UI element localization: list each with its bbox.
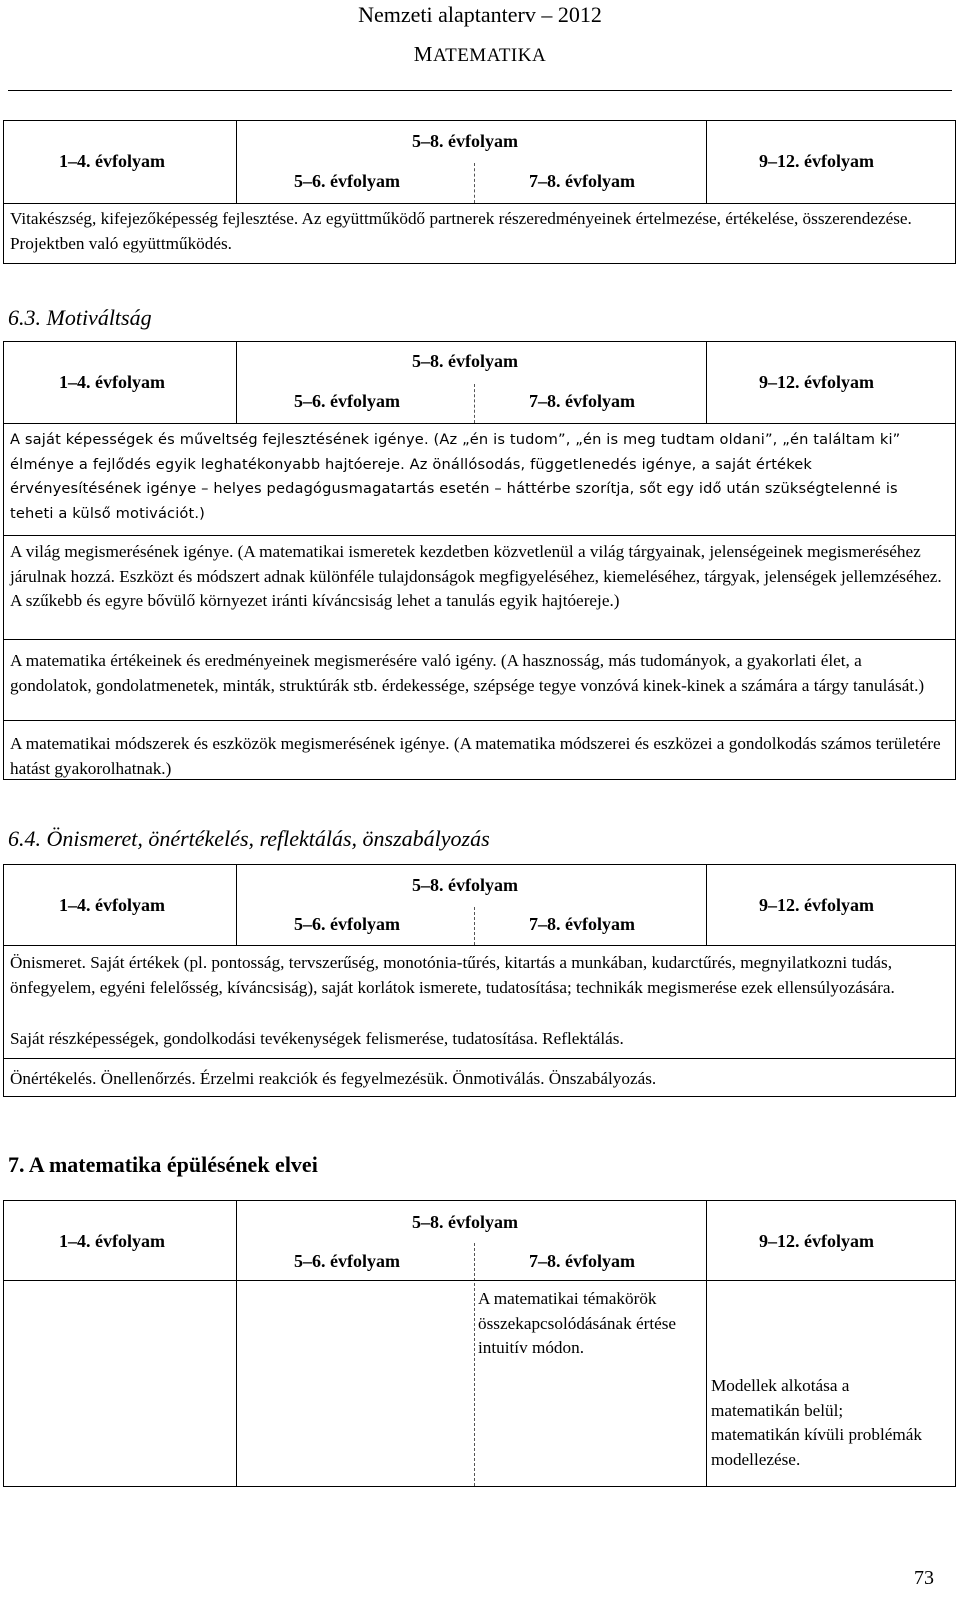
grade-7-8: 7–8. évfolyam	[529, 914, 635, 934]
grade-9-12: 9–12. évfolyam	[759, 895, 874, 915]
self-knowledge-paragraph-1: Önismeret. Saját értékek (pl. pontosság, tervszerűség, monotónia-tűrés, kitartás a munkában, kudarctűrés, megnyilatkozni tudás, önfegyelem, egyéni felelősség, kíváncsiság), saját korlátok ismerete, tudatosítása; technikák megismerése ezek ellensúlyozására.	[10, 953, 895, 997]
section-7-title: 7. A matematika épülésének elvei	[8, 1152, 318, 1177]
motivation-paragraph-2: A világ megismerésének igénye. (A matematikai ismeretek kezdetben közvetlenül a világ tárgyainak, jelenségeinek megismeréséhez járulnak hozzá. Eszközt és módszert adnak különféle tulajdonságok megfigyeléséhez, kiemeléséhez, tárgyak, jelenségek jellemzéséhez. A szűkebb és egyre bővülő környezet iránti kíváncsiság lehet a tanulás egyik hajtóereje.)	[10, 542, 942, 610]
motivation-paragraph-4: A matematikai módszerek és eszközök megismerésének igénye. (A matematika módszerei és eszközei a gondolkodás számos területére hatást gyakorolhatnak.)	[10, 734, 941, 778]
grade-1-4: 1–4. évfolyam	[59, 151, 165, 171]
row-divider	[4, 203, 955, 204]
page-number: 73	[914, 1567, 934, 1589]
motivation-paragraph-1: A saját képességek és műveltség fejlesztésének igénye. (Az „én is tudom”, „én is meg tudtam oldani”, „én találtam ki” élménye a fejlődés egyik leghatékonyabb hajtóereje. Az önállósodás, függetlenedés igénye, a saját értékek érvényesítésének igénye – helyes pedagógusmagatartás esetén – háttérbe szorítja, sőt egy idő után szükségtelenné is teheti a külső motivációt.)	[10, 431, 901, 522]
self-knowledge-paragraph-3: Önértékelés. Önellenőrzés. Érzelmi reakciók és fegyelmezésük. Önmotiválás. Önszabályozás.	[10, 1069, 657, 1088]
grade-7-8: 7–8. évfolyam	[529, 391, 635, 411]
col-divider	[706, 1201, 707, 1486]
subject-rest: ATEMATIKA	[432, 45, 547, 66]
grade-table-2	[3, 341, 956, 780]
section-6-3-title: 6.3. Motiváltság	[8, 305, 152, 330]
row-divider	[4, 639, 955, 640]
row-divider	[4, 720, 955, 721]
grade-5-6: 5–6. évfolyam	[294, 1251, 400, 1271]
subject-initial: M	[413, 42, 433, 66]
table1-text: Vitakészség, kifejezőképesség fejlesztése. Az együttműködő partnerek részeredményeinek értelmezése, értékelése, összerendezése. Projektben való együttműködés.	[10, 209, 912, 253]
grade-1-4: 1–4. évfolyam	[59, 895, 165, 915]
row-divider	[4, 945, 955, 946]
grade-5-6: 5–6. évfolyam	[294, 391, 400, 411]
row-divider	[4, 423, 955, 424]
col-divider	[706, 865, 707, 945]
grade-7-8: 7–8. évfolyam	[529, 1251, 635, 1271]
grade-9-12: 9–12. évfolyam	[759, 151, 874, 171]
col-divider	[236, 1201, 237, 1486]
col-divider	[236, 342, 237, 423]
header-rule	[8, 90, 952, 91]
grade-5-8: 5–8. évfolyam	[412, 131, 518, 151]
section-6-4-title: 6.4. Önismeret, önértékelés, reflektálás, önszabályozás	[8, 826, 490, 851]
subject-heading	[0, 42, 960, 67]
grade-5-8: 5–8. évfolyam	[412, 875, 518, 895]
grade-table-1	[3, 120, 956, 264]
principles-7-8-cell: A matematikai témakörök összekapcsolódásának értése intuitív módon.	[478, 1289, 677, 1357]
document-title: Nemzeti alaptanterv – 2012	[358, 2, 602, 27]
col-divider	[236, 865, 237, 945]
row-divider	[4, 535, 955, 536]
grade-5-6: 5–6. évfolyam	[294, 171, 400, 191]
self-knowledge-paragraph-2: Saját részképességek, gondolkodási tevékenységek felismerése, tudatosítása. Reflektálás.	[10, 1029, 624, 1048]
grade-table-4	[3, 1200, 956, 1487]
motivation-paragraph-3: A matematika értékeinek és eredményeinek megismerésére való igény. (A hasznosság, más tudományok, a gyakorlati élet, a gondolatok, gondolatmenetek, minták, struktúrák stb. érdekessége, szépsége tegye vonzóvá kinek-kinek a számára a tárgy tanulását.)	[10, 651, 925, 695]
principles-9-12-cell: Modellek alkotása a matematikán belül; matematikán kívüli problémák modellezése.	[711, 1376, 922, 1469]
col-divider	[236, 121, 237, 203]
grade-9-12: 9–12. évfolyam	[759, 372, 874, 392]
sub-col-divider	[474, 163, 475, 203]
grade-1-4: 1–4. évfolyam	[59, 1231, 165, 1251]
row-divider	[4, 1058, 955, 1059]
grade-7-8: 7–8. évfolyam	[529, 171, 635, 191]
grade-1-4: 1–4. évfolyam	[59, 372, 165, 392]
sub-col-divider	[474, 907, 475, 945]
col-divider	[706, 121, 707, 203]
col-divider	[706, 342, 707, 423]
grade-5-6: 5–6. évfolyam	[294, 914, 400, 934]
grade-table-3	[3, 864, 956, 1097]
row-divider	[4, 1280, 955, 1281]
sub-col-divider	[474, 384, 475, 423]
grade-5-8: 5–8. évfolyam	[412, 1212, 518, 1232]
grade-5-8: 5–8. évfolyam	[412, 351, 518, 371]
grade-9-12: 9–12. évfolyam	[759, 1231, 874, 1251]
